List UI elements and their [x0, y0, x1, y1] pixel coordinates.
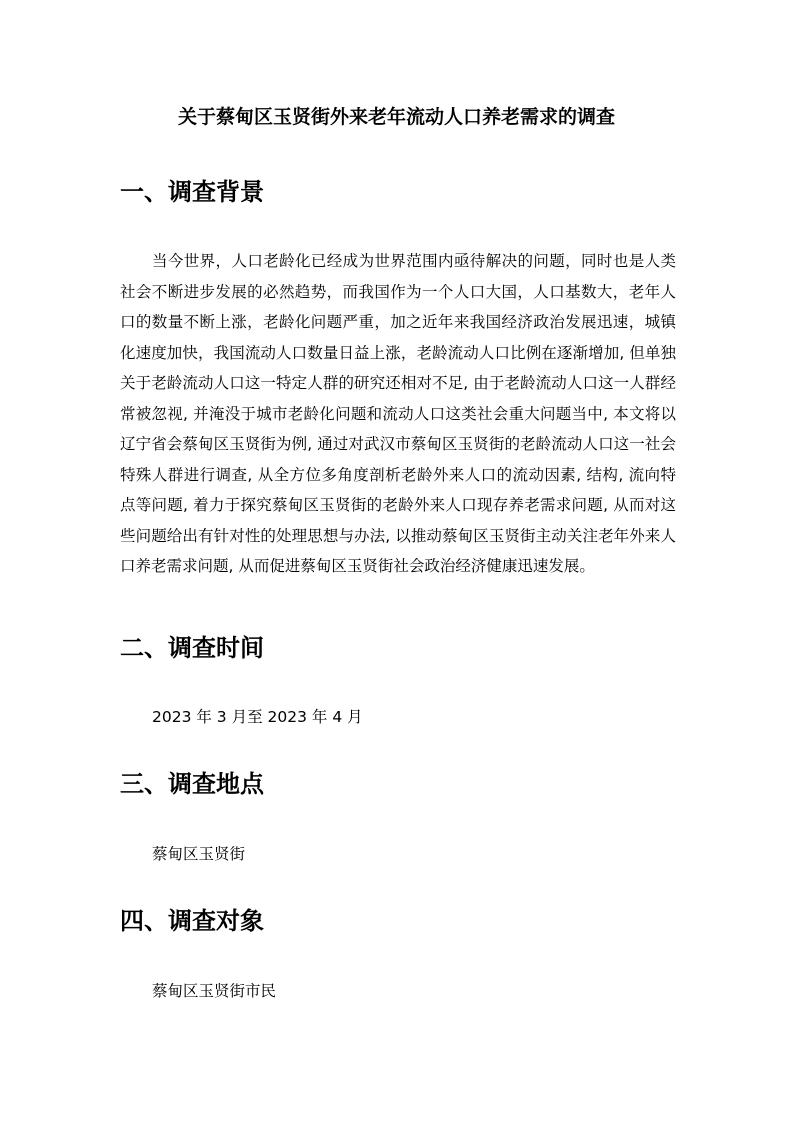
section-body-subjects: 蔡甸区玉贤街市民	[152, 982, 277, 1000]
section-body-location: 蔡甸区玉贤街	[152, 845, 246, 863]
section-heading-background: 一、调查背景	[120, 178, 264, 206]
section-body-background: 当今世界，人口老龄化已经成为世界范围内亟待解决的问题，同时也是人类社会不断进步发展的必然趋势，而我国作为一个人口大国，人口基数大，老年人口的数量不断上涨，老龄化问题严重，加之近年来我国经济政治发展迅速，城镇化速度加快，我国流动人口数量日益上涨，老龄流动人口比例在逐渐增加, 但单独关于老龄流动人口这一特定人群的研究还相对不足, 由于老龄流动人口这一人群经常被忽视, 并淹没于城市老龄化问题和流动人口这类社会重大问题当中, 本文将以辽宁省会蔡甸区玉贤街为例, 通过对武汉市蔡甸区玉贤街的老龄流动人口这一社会特殊人群进行调查, 从全方位多角度剖析老龄外来人口的流动因素, 结构, 流向特点等问题, 着力于探究蔡甸区玉贤街的老龄外来人口现存养老需求问题, 从而对这些问题给出有针对性的处理思想与办法, 以推动蔡甸区玉贤街主动关注老年外来人口养老需求问题, 从而促进蔡甸区玉贤街社会政治经济健康迅速发展。	[120, 252, 676, 575]
section-heading-location: 三、调查地点	[120, 770, 264, 798]
section-heading-time: 二、调查时间	[120, 634, 264, 662]
section-body-time: 2023 年 3 月至 2023 年 4 月	[152, 708, 363, 726]
section-heading-subjects: 四、调查对象	[120, 907, 264, 935]
document-title: 关于蔡甸区玉贤街外来老年流动人口养老需求的调查	[177, 106, 615, 128]
